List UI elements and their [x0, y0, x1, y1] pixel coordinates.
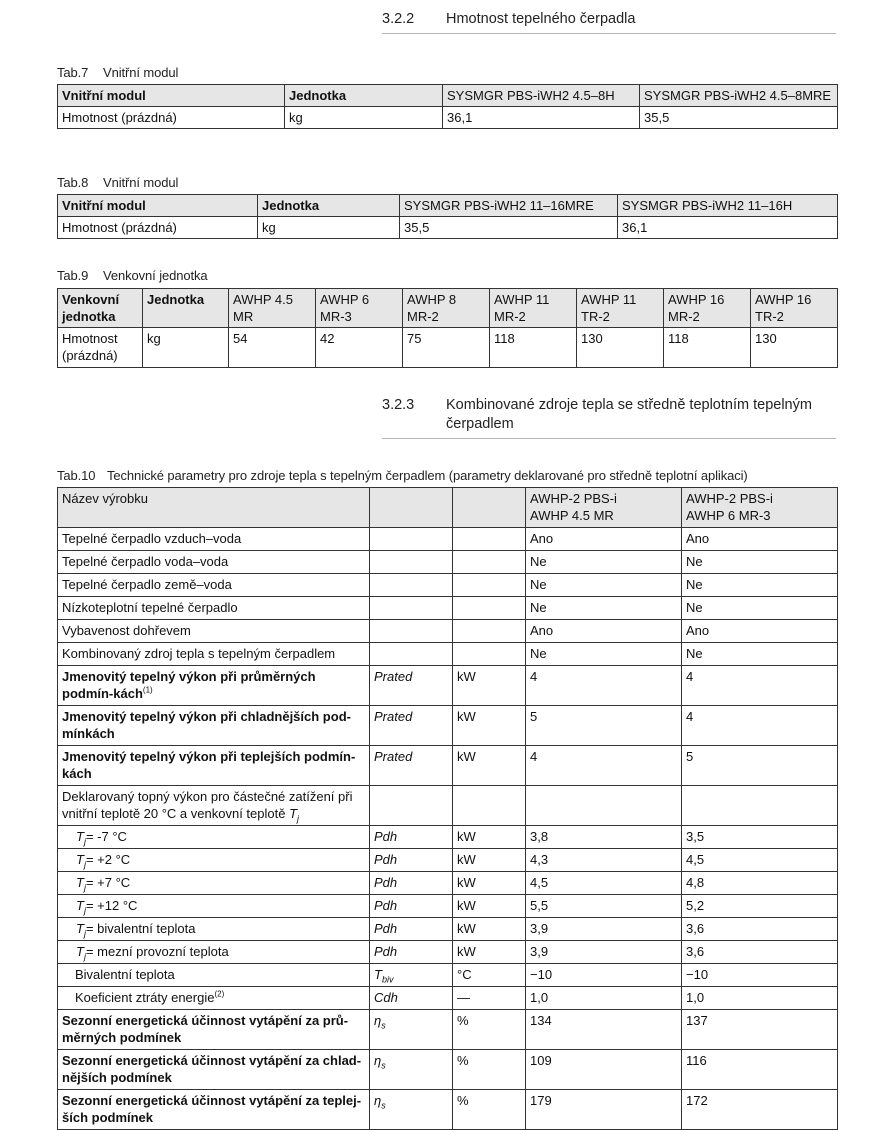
variable-symbol: T	[76, 898, 84, 913]
table-7-indoor-module	[57, 84, 838, 129]
row-label: Jmenovitý tepelný výkon při teplejších podmín-kách	[58, 746, 370, 786]
table-cell: kg	[143, 328, 229, 368]
table-10-caption	[57, 468, 748, 483]
table-cell: Hmotnost (prázdná)	[58, 107, 285, 129]
table-7-caption	[57, 65, 178, 80]
table-caption-text: Vnitřní modul	[103, 175, 179, 190]
column-header: SYSMGR PBS-iWH2 4.5–8H	[443, 85, 640, 107]
row-value-1: 179	[526, 1090, 682, 1130]
row-value-2: Ano	[682, 528, 838, 551]
row-value-2: Ne	[682, 643, 838, 666]
table-caption-text: Venkovní jednotka	[103, 268, 208, 283]
row-symbol: Pdh	[370, 895, 453, 918]
table-row	[58, 895, 838, 918]
table-row	[58, 643, 838, 666]
row-symbol	[370, 1090, 453, 1130]
column-header-symbol	[370, 488, 453, 528]
model-1-line-1: AWHP-2 PBS-i	[530, 491, 617, 506]
column-header-model-2	[682, 488, 838, 528]
footnote-marker: (2)	[214, 989, 225, 999]
table-row	[58, 551, 838, 574]
row-unit	[453, 620, 526, 643]
table-caption-text: Vnitřní modul	[103, 65, 179, 80]
row-value-1: 4,3	[526, 849, 682, 872]
row-label	[58, 987, 370, 1010]
row-label	[58, 786, 370, 826]
row-label-text: = +12 °C	[85, 898, 138, 913]
row-value-1: 5	[526, 706, 682, 746]
row-unit: %	[453, 1010, 526, 1050]
table-9-outdoor-unit	[57, 288, 838, 368]
row-unit: %	[453, 1090, 526, 1130]
row-value-1: Ne	[526, 574, 682, 597]
table-10-technical-parameters	[57, 487, 838, 1130]
section-number: 3.2.2	[382, 11, 415, 27]
row-value-2: 5	[682, 746, 838, 786]
table-row	[58, 918, 838, 941]
row-value-1: 109	[526, 1050, 682, 1090]
row-value-1: −10	[526, 964, 682, 987]
variable-subscript: j	[83, 905, 86, 916]
row-unit: kW	[453, 706, 526, 746]
row-label	[58, 895, 370, 918]
row-symbol: Pdh	[370, 872, 453, 895]
row-unit: kW	[453, 895, 526, 918]
row-label	[58, 826, 370, 849]
section-number: 3.2.3	[382, 397, 415, 413]
row-value-1: 3,8	[526, 826, 682, 849]
symbol-text: T	[374, 967, 382, 982]
table-row	[58, 706, 838, 746]
footnote-marker: (1)	[142, 685, 153, 695]
variable-subscript: j	[83, 951, 86, 962]
row-value-2: Ne	[682, 551, 838, 574]
table-number: Tab.9	[57, 268, 89, 283]
row-label	[58, 666, 370, 706]
row-label: Sezonní energetická účinnost vytápění za prů-měrných podmínek	[58, 1010, 370, 1050]
column-header: Vnitřní modul	[58, 195, 258, 217]
row-unit	[453, 643, 526, 666]
column-header-model-1	[526, 488, 682, 528]
section-title: Hmotnost tepelného čerpadla	[446, 11, 636, 27]
row-value-2: Ano	[682, 620, 838, 643]
table-number: Tab.10	[57, 468, 96, 483]
row-value-1: Ano	[526, 528, 682, 551]
variable-symbol: T	[289, 806, 298, 821]
row-symbol: Prated	[370, 746, 453, 786]
row-symbol: Pdh	[370, 826, 453, 849]
row-label: Nízkoteplotní tepelné čerpadlo	[58, 597, 370, 620]
symbol-subscript: s	[381, 1100, 386, 1111]
column-header: Jednotka	[285, 85, 443, 107]
row-symbol: Prated	[370, 706, 453, 746]
column-header: SYSMGR PBS-iWH2 4.5–8MRE	[640, 85, 838, 107]
column-header: Vnitřní modul	[58, 85, 285, 107]
section-heading-3-2-3	[382, 396, 836, 439]
symbol-subscript: biv	[381, 974, 394, 985]
table-cell: 130	[577, 328, 664, 368]
row-value-2: 4	[682, 706, 838, 746]
symbol-text: η	[374, 1093, 382, 1108]
column-header: Jednotka	[143, 289, 229, 328]
column-header: AWHP 16 MR-2	[664, 289, 751, 328]
table-cell: 118	[490, 328, 577, 368]
row-value-2: 5,2	[682, 895, 838, 918]
row-value-1: Ne	[526, 551, 682, 574]
section-heading-3-2-2	[382, 10, 836, 34]
variable-subscript: j	[83, 882, 86, 893]
row-label-text: = +7 °C	[85, 875, 131, 890]
variable-subscript: j	[83, 928, 86, 939]
table-9-caption	[57, 268, 208, 283]
row-label	[58, 872, 370, 895]
row-symbol	[370, 597, 453, 620]
row-symbol	[370, 786, 453, 826]
row-value-2: 137	[682, 1010, 838, 1050]
variable-symbol: T	[76, 944, 84, 959]
column-header: SYSMGR PBS-iWH2 11–16MRE	[400, 195, 618, 217]
column-header: AWHP 6 MR-3	[316, 289, 403, 328]
row-value-1: 134	[526, 1010, 682, 1050]
table-number: Tab.7	[57, 65, 89, 80]
row-symbol	[370, 620, 453, 643]
table-row	[58, 574, 838, 597]
column-header: AWHP 11 TR-2	[577, 289, 664, 328]
model-2-line-1: AWHP-2 PBS-i	[686, 491, 773, 506]
row-value-1: 4	[526, 666, 682, 706]
table-row	[58, 872, 838, 895]
table-cell: 118	[664, 328, 751, 368]
row-label-text: Jmenovitý tepelný výkon při průměrných podmín-kách	[62, 669, 316, 701]
column-header: AWHP 11 MR-2	[490, 289, 577, 328]
table-cell: 54	[229, 328, 316, 368]
row-symbol	[370, 528, 453, 551]
table-row-group-heading	[58, 786, 838, 826]
symbol-text: η	[374, 1013, 382, 1028]
row-value-1: 4,5	[526, 872, 682, 895]
row-unit	[453, 574, 526, 597]
row-value-1: 5,5	[526, 895, 682, 918]
model-2-line-2: AWHP 6 MR-3	[686, 508, 771, 523]
table-cell: kg	[258, 217, 400, 239]
variable-symbol: T	[76, 829, 84, 844]
row-unit: kW	[453, 872, 526, 895]
table-header-row	[58, 488, 838, 528]
row-symbol	[370, 1050, 453, 1090]
variable-subscript: j	[297, 813, 300, 824]
row-label: Kombinovaný zdroj tepla s tepelným čerpadlem	[58, 643, 370, 666]
row-label-text: = +2 °C	[85, 852, 131, 867]
row-label	[58, 918, 370, 941]
table-row	[58, 597, 838, 620]
column-header: Venkovní jednotka	[58, 289, 143, 328]
table-row	[58, 746, 838, 786]
row-value-1	[526, 786, 682, 826]
row-unit	[453, 551, 526, 574]
row-unit: kW	[453, 941, 526, 964]
row-label-text: = bivalentní teplota	[85, 921, 196, 936]
section-title: Kombinované zdroje tepla se středně teplotním tepelným čerpadlem	[446, 397, 812, 432]
symbol-subscript: s	[381, 1060, 386, 1071]
table-8-caption	[57, 175, 178, 190]
table-cell: 35,5	[400, 217, 618, 239]
row-value-2: 3,6	[682, 941, 838, 964]
row-value-2	[682, 786, 838, 826]
row-label: Jmenovitý tepelný výkon při chladnějších pod-mínkách	[58, 706, 370, 746]
table-header-row	[58, 195, 838, 217]
column-header: AWHP 16 TR-2	[751, 289, 838, 328]
row-label	[58, 941, 370, 964]
row-symbol	[370, 551, 453, 574]
row-symbol	[370, 574, 453, 597]
row-symbol: Pdh	[370, 849, 453, 872]
table-caption-text: Technické parametry pro zdroje tepla s tepelným čerpadlem (parametry deklarované pro středně teplotní aplikaci)	[107, 468, 748, 483]
table-row	[58, 941, 838, 964]
row-unit: kW	[453, 746, 526, 786]
row-symbol: Pdh	[370, 918, 453, 941]
row-label-text: Koeficient ztráty energie	[75, 990, 215, 1005]
row-label-text: = -7 °C	[85, 829, 127, 844]
row-value-1: Ne	[526, 643, 682, 666]
row-symbol: Pdh	[370, 941, 453, 964]
row-unit: %	[453, 1050, 526, 1090]
symbol-subscript: s	[381, 1020, 386, 1031]
row-value-1: Ano	[526, 620, 682, 643]
table-row	[58, 1010, 838, 1050]
row-unit: kW	[453, 666, 526, 706]
row-label: Tepelné čerpadlo voda–voda	[58, 551, 370, 574]
table-cell: 36,1	[443, 107, 640, 129]
table-cell: 42	[316, 328, 403, 368]
row-label: Tepelné čerpadlo země–voda	[58, 574, 370, 597]
row-value-2: −10	[682, 964, 838, 987]
variable-symbol: T	[76, 852, 84, 867]
row-label	[58, 849, 370, 872]
row-value-2: 4,8	[682, 872, 838, 895]
row-label: Sezonní energetická účinnost vytápění za teplej-ších podmínek	[58, 1090, 370, 1130]
row-label: Tepelné čerpadlo vzduch–voda	[58, 528, 370, 551]
row-unit: °C	[453, 964, 526, 987]
row-value-1: 3,9	[526, 918, 682, 941]
table-row	[58, 217, 838, 239]
variable-symbol: T	[76, 921, 84, 936]
row-value-2: 1,0	[682, 987, 838, 1010]
column-header: AWHP 8 MR-2	[403, 289, 490, 328]
column-header: Jednotka	[258, 195, 400, 217]
column-header: SYSMGR PBS-iWH2 11–16H	[618, 195, 838, 217]
table-row	[58, 964, 838, 987]
row-value-2: 172	[682, 1090, 838, 1130]
row-value-2: 4,5	[682, 849, 838, 872]
row-symbol	[370, 643, 453, 666]
row-label-text: = mezní provozní teplota	[85, 944, 229, 959]
row-label-text: Deklarovaný topný výkon pro částečné zatížení při vnitřní teplotě 20 °C a venkovní teplotě	[62, 789, 353, 821]
column-header-product-name: Název výrobku	[58, 488, 370, 528]
row-value-2: 3,6	[682, 918, 838, 941]
column-header: AWHP 4.5 MR	[229, 289, 316, 328]
row-label: Sezonní energetická účinnost vytápění za chlad-nějších podmínek	[58, 1050, 370, 1090]
row-value-2: 4	[682, 666, 838, 706]
row-symbol: Prated	[370, 666, 453, 706]
table-cell: 35,5	[640, 107, 838, 129]
variable-subscript: j	[83, 859, 86, 870]
variable-symbol: T	[76, 875, 84, 890]
row-value-1: 4	[526, 746, 682, 786]
row-value-2: Ne	[682, 597, 838, 620]
row-unit: kW	[453, 826, 526, 849]
row-unit: kW	[453, 918, 526, 941]
row-symbol	[370, 1010, 453, 1050]
table-number: Tab.8	[57, 175, 89, 190]
row-value-1: 3,9	[526, 941, 682, 964]
row-label: Vybavenost dohřevem	[58, 620, 370, 643]
row-symbol	[370, 964, 453, 987]
row-label: Bivalentní teplota	[58, 964, 370, 987]
table-row	[58, 849, 838, 872]
row-unit: —	[453, 987, 526, 1010]
row-value-1: Ne	[526, 597, 682, 620]
table-row	[58, 1090, 838, 1130]
table-row	[58, 1050, 838, 1090]
table-row	[58, 666, 838, 706]
table-cell: Hmotnost (prázdná)	[58, 217, 258, 239]
row-unit	[453, 597, 526, 620]
table-header-row	[58, 85, 838, 107]
table-row	[58, 826, 838, 849]
row-value-2: Ne	[682, 574, 838, 597]
table-8-indoor-module	[57, 194, 838, 239]
table-cell: 75	[403, 328, 490, 368]
table-row	[58, 987, 838, 1010]
table-header-row	[58, 289, 838, 328]
row-value-2: 116	[682, 1050, 838, 1090]
column-header-unit	[453, 488, 526, 528]
table-row	[58, 107, 838, 129]
table-row	[58, 620, 838, 643]
row-value-2: 3,5	[682, 826, 838, 849]
table-cell: kg	[285, 107, 443, 129]
row-unit	[453, 528, 526, 551]
table-cell: 130	[751, 328, 838, 368]
table-row	[58, 328, 838, 368]
row-value-1: 1,0	[526, 987, 682, 1010]
row-unit	[453, 786, 526, 826]
row-unit: kW	[453, 849, 526, 872]
table-row	[58, 528, 838, 551]
symbol-text: η	[374, 1053, 382, 1068]
table-cell: 36,1	[618, 217, 838, 239]
variable-subscript: j	[83, 836, 86, 847]
row-symbol: Cdh	[370, 987, 453, 1010]
table-cell: Hmotnost (prázdná)	[58, 328, 143, 368]
model-1-line-2: AWHP 4.5 MR	[530, 508, 614, 523]
